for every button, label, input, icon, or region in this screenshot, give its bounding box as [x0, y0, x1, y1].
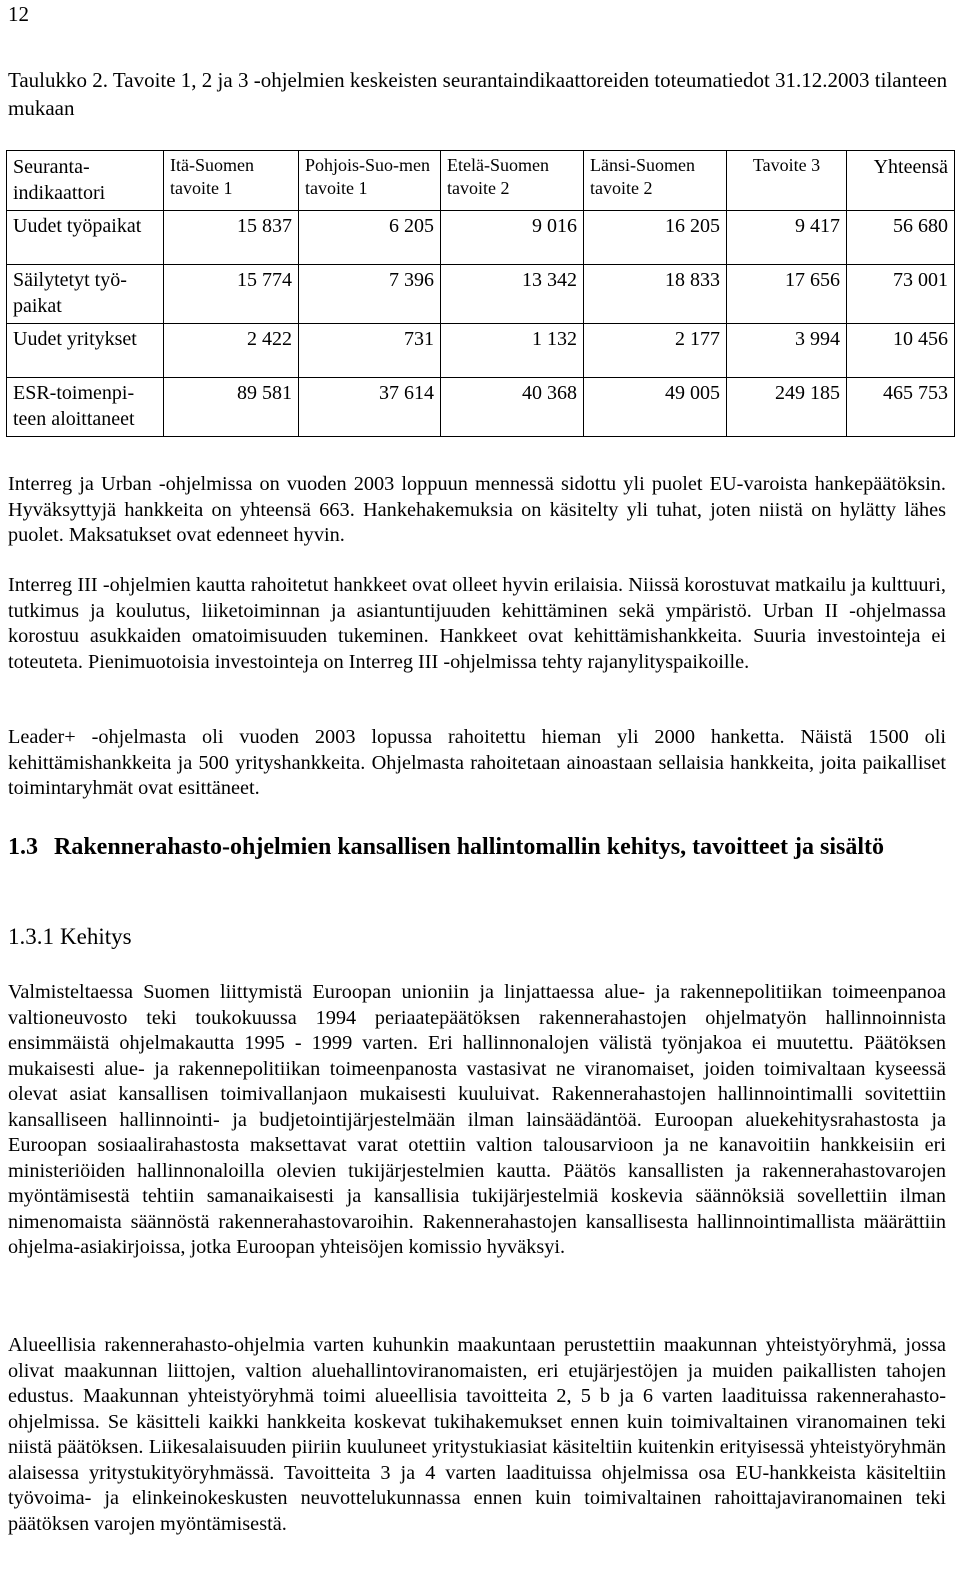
row-label: ESR-toimenpi-teen aloittaneet [7, 378, 164, 437]
table-caption: Taulukko 2. Tavoite 1, 2 ja 3 -ohjelmien keskeisten seurantaindikaattoreiden toteumatiedot 31.12.2003 tilanteen mukaan [8, 68, 948, 120]
header-tavoite-3: Tavoite 3 [727, 151, 847, 211]
table-cell: 37 614 [299, 378, 441, 437]
subsection-heading [8, 922, 132, 952]
table-row [7, 265, 955, 324]
table-row [7, 211, 955, 265]
table-cell: 15 774 [164, 265, 299, 324]
page-number: 12 [8, 2, 29, 26]
section-title: Rakennerahasto-ohjelmien kansallisen hallintomallin kehitys, tavoitteet ja sisältö [54, 834, 885, 860]
indicator-table [6, 150, 955, 437]
table-cell: 1 132 [441, 324, 584, 378]
table-cell: 17 656 [727, 265, 847, 324]
paragraph-kehitys-2: Alueellisia rakennerahasto-ohjelmia varten kuhunkin maakuntaan perustettiin maakunnan yhteistyöryhmä, jossa olivat maakunnan liittojen, valtion aluehallintoviranomaisten, eri etujärjestöjen ja muiden paikallisten tahojen edustus. Maakunnan yhteistyöryhmä toimi alueellisia tavoitteita 2, 5 b ja 6 varten laadituissa rakennerahasto-ohjelmissa. Se käsitteli kaikki hankkeita koskevat tukihakemukset ennen kuin toimivaltainen viranomainen teki niistä päätöksen. Liikesalaisuuden piiriin kuuluneet yritystukiasiat käsiteltiin kuitenkin erityisessä yhteistyöryhmän alaisessa yritystukityöryhmässä. Tavoitteita 3 ja 4 varten laadituissa ohjelmissa osa EU-hankkeista käsiteltiin työvoima- ja elinkeinokeskusten neuvottelukunnassa ennen kuin toimivaltainen rahoittajaviranomainen teki päätöksen varojen myöntämisestä. [8, 1334, 946, 1535]
table-cell: 89 581 [164, 378, 299, 437]
table-cell: 7 396 [299, 265, 441, 324]
paragraph-leader: Leader+ -ohjelmasta oli vuoden 2003 lopussa rahoitettu hieman yli 2000 hanketta. Näistä 1500 oli kehittämishankkeita ja 500 yrityshankkeita. Ohjelmasta rahoitetaan ainoastaan sellaisia hankkeita, joita paikalliset toimintaryhmät ovat esittäneet. [8, 726, 946, 799]
table-cell: 6 205 [299, 211, 441, 265]
subsection-number: 1.3.1 [8, 924, 54, 949]
header-lansi-suomi: Länsi-Suomen tavoite 2 [584, 151, 727, 211]
table-cell: 2 422 [164, 324, 299, 378]
table-cell: 465 753 [847, 378, 955, 437]
row-label: Säilytetyt työ-paikat [7, 265, 164, 324]
table-cell: 49 005 [584, 378, 727, 437]
table-cell: 56 680 [847, 211, 955, 265]
table-header-row [7, 151, 955, 211]
table-cell: 13 342 [441, 265, 584, 324]
paragraph-kehitys-1: Valmisteltaessa Suomen liittymistä Euroopan unioniin ja linjattaessa alue- ja rakennepolitiikan toimeenpanoa valtioneuvosto teki toukokuussa 1994 periaatepäätöksen rakennerahastojen ohjelmatyön hallinnoinnista ensimmäistä ohjelmakautta 1995 - 1999 varten. Eri hallinnonalojen välistä työnjakoa ei muutettu. Päätöksen mukaisesti alue- ja rakennepolitiikan toimeenpanosta vastasivat ne viranomaiset, joiden toimivaltaan kyseessä olevat asiat kansallisen toimivallanjaon mukaisesti kuuluivat. Rakennerahastojen hallinnointimalli sovitettiin kansalliseen hallinnointi- ja budjetointijärjestelmään ilman lainsäädäntöä. Euroopan aluekehitysrahastosta ja Euroopan sosiaalirahastosta maksettavat varat otettiin valtion talousarvioon ja ne kanavoitiin hankkeisiin eri ministeriöiden hallinnonaloilla olevien tukijärjestelmien kautta. Päätös kansallisten ja rakennerahastovarojen myöntämisestä tehtiin samanaikaisesti ja kansallisia tukijärjestelmiä koskevia säännöksiä sovellettiin ilman nimenomaista säännöstä rakennerahastovaroihin. Rakennerahastojen kansallisesta hallinnointimallista määrättiin ohjelma-asiakirjoissa, jotka Euroopan yhteisöjen komissio hyväksyi. [8, 981, 946, 1258]
section-number: 1.3 [8, 834, 38, 860]
table-cell: 15 837 [164, 211, 299, 265]
header-ita-suomi: Itä-Suomen tavoite 1 [164, 151, 299, 211]
paragraph-interreg-iii: Interreg III -ohjelmien kautta rahoitetut hankkeet ovat olleet hyvin erilaisia. Niissä korostuvat matkailu ja kulttuuri, tutkimus ja koulutus, liiketoiminnan ja asiantuntijuuden kehittäminen sekä ympäristö. Urban II -ohjelmassa korostuu asukkaiden omatoimisuuden tukeminen. Hankkeet ovat kehittämishankkeita. Suuria investointeja ei toteuteta. Pienimuotoisia investointeja on Interreg III -ohjelmissa tehty rajanylityspaikoille. [8, 574, 946, 673]
table-cell: 10 456 [847, 324, 955, 378]
table-cell: 731 [299, 324, 441, 378]
row-label: Uudet yritykset [7, 324, 164, 378]
header-yhteensa: Yhteensä [847, 151, 955, 211]
table-cell: 40 368 [441, 378, 584, 437]
table-cell: 3 994 [727, 324, 847, 378]
table-row [7, 324, 955, 378]
table-row [7, 378, 955, 437]
header-pohjois-suomi: Pohjois-Suo-men tavoite 1 [299, 151, 441, 211]
table-cell: 2 177 [584, 324, 727, 378]
row-label: Uudet työpaikat [7, 211, 164, 265]
section-heading [8, 831, 946, 863]
subsection-title: Kehitys [60, 924, 132, 949]
table-cell: 249 185 [727, 378, 847, 437]
header-indicator: Seuranta-indikaattori [7, 151, 164, 211]
table-cell: 18 833 [584, 265, 727, 324]
table-cell: 9 417 [727, 211, 847, 265]
paragraph-interreg-urban: Interreg ja Urban -ohjelmissa on vuoden 2003 loppuun mennessä sidottu yli puolet EU-varoista hankepäätöksin. Hyväksyttyjä hankkeita on yhteensä 663. Hankehakemuksia on käsitelty yli tuhat, joten niistä on hylätty lähes puolet. Maksatukset ovat edenneet hyvin. [8, 473, 946, 546]
table-cell: 9 016 [441, 211, 584, 265]
table-cell: 16 205 [584, 211, 727, 265]
header-etela-suomi: Etelä-Suomen tavoite 2 [441, 151, 584, 211]
table-cell: 73 001 [847, 265, 955, 324]
